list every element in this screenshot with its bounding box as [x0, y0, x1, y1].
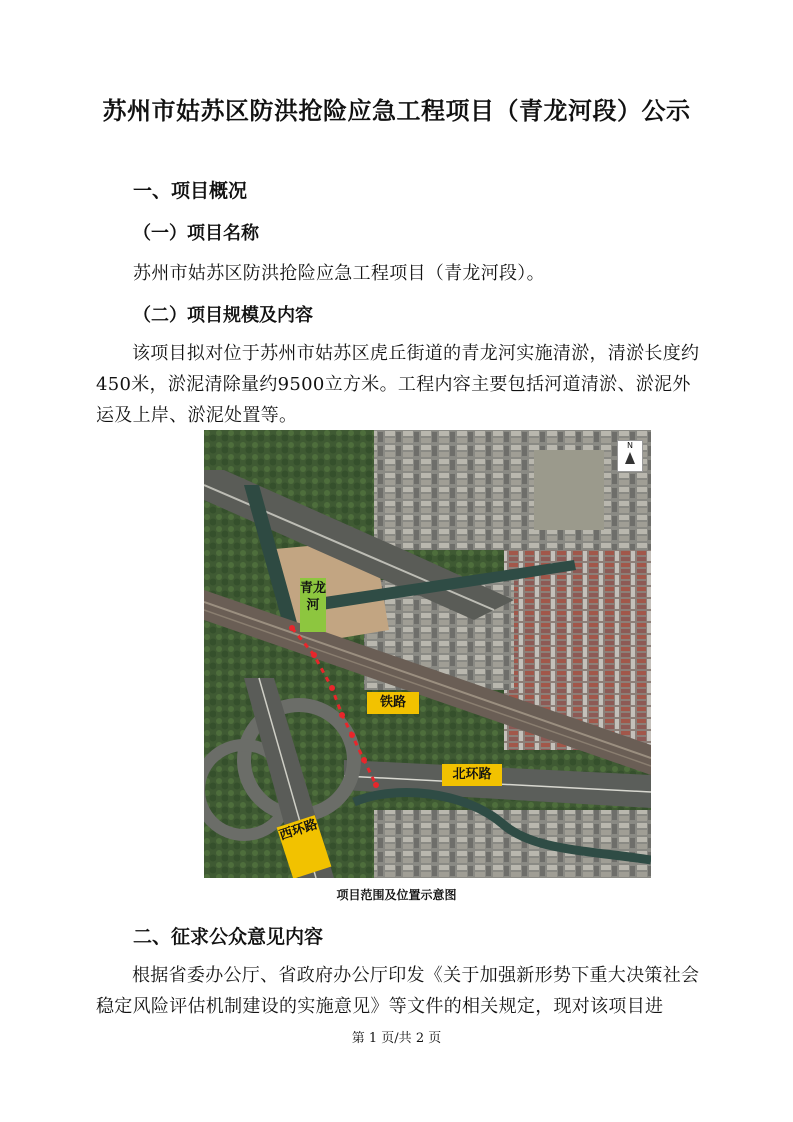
map-imagery	[204, 430, 651, 878]
project-scale-text: 该项目拟对位于苏州市姑苏区虎丘街道的青龙河实施清淤，清淤长度约450米，淤泥清除量约9500立方米。工程内容主要包括河道清淤、淤泥外运及上岸、淤泥处置等。	[96, 343, 700, 426]
public-opinion-text: 根据省委办公厅、省政府办公厅印发《关于加强新形势下重大决策社会稳定风险评估机制建设的实施意见》等文件的相关规定，现对该项目进	[96, 965, 700, 1017]
label-west-ring-road: 西环路	[277, 815, 332, 878]
north-label: N	[627, 441, 633, 450]
page-title: 苏州市姑苏区防洪抢险应急工程项目（青龙河段）公示	[102, 96, 691, 125]
label-north-ring-road: 北环路	[442, 764, 502, 786]
subheading-project-name: （一）项目名称	[133, 223, 259, 244]
section-heading-public-opinion: 二、征求公众意见内容	[133, 926, 324, 948]
figure-caption: 项目范围及位置示意图	[336, 888, 457, 902]
label-railway: 铁路	[367, 692, 419, 714]
label-river: 青龙河	[300, 578, 326, 632]
section-heading-overview: 一、项目概况	[133, 180, 248, 202]
subheading-project-scale: （二）项目规模及内容	[133, 305, 313, 326]
page-footer: 第 1 页/共 2 页	[351, 1031, 442, 1046]
north-arrow-icon	[617, 440, 643, 472]
project-name-text: 苏州市姑苏区防洪抢险应急工程项目（青龙河段）。	[133, 263, 545, 284]
project-location-map	[204, 430, 651, 878]
